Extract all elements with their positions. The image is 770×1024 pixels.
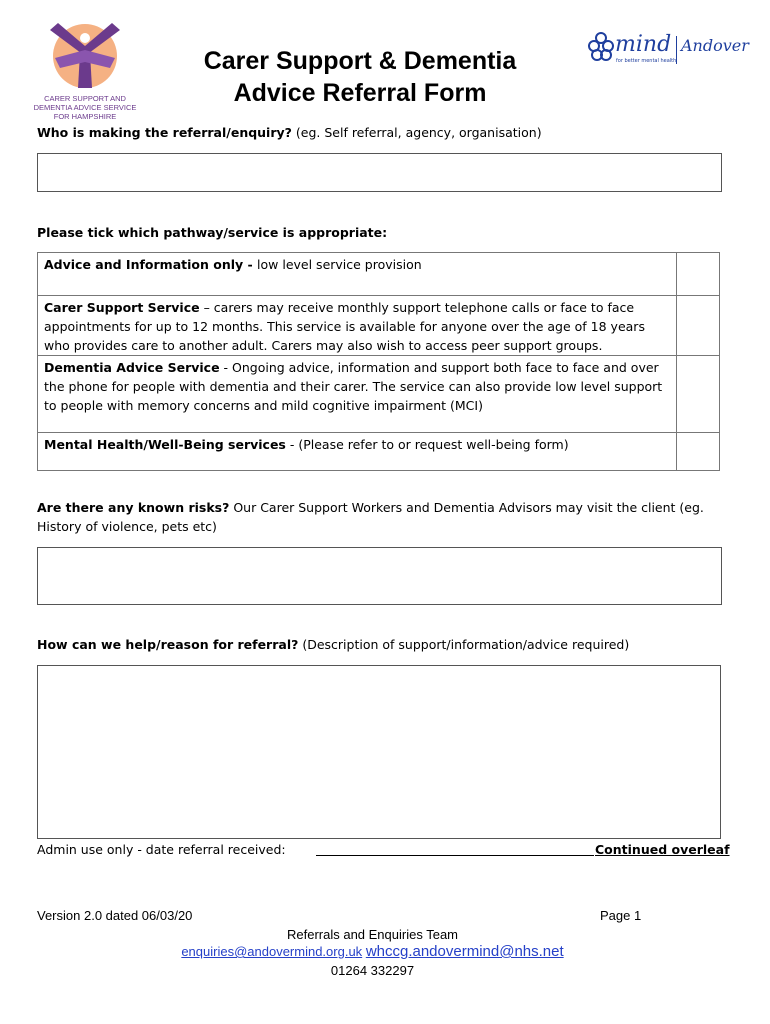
phone-number: 01264 332297 — [330, 963, 415, 978]
carer-support-logo-graphic — [30, 18, 140, 90]
referral-question: Who is making the referral/enquiry? (eg. Self referral, agency, organisation) — [37, 125, 542, 140]
pathway-advice-label: Advice and Information only - low level service provision — [38, 253, 677, 296]
page-title-line2: Advice Referral Form — [233, 79, 487, 107]
pathway-dementia-label: Dementia Advice Service - Ongoing advice, information and support both face to face and over the phone for people with dementia and their carer. The service can also provide low level support to people with memory concerns and mild cognitive impairment (MCI) — [38, 356, 677, 433]
pathway-mental-health-checkbox[interactable] — [677, 433, 720, 471]
version-text: Version 2.0 dated 06/03/20 — [37, 908, 193, 923]
pathway-mental-health-label: Mental Health/Well-Being services - (Please refer to or request well-being form) — [38, 433, 677, 471]
pathway-dementia-checkbox[interactable] — [677, 356, 720, 433]
risks-input[interactable] — [37, 547, 722, 605]
help-input[interactable] — [37, 665, 721, 839]
risks-question: Are there any known risks? Our Carer Support Workers and Dementia Advisors may visit the client (eg. History of violence, pets etc) — [37, 500, 704, 534]
admin-label: Admin use only - date referral received: — [37, 842, 286, 857]
mind-andover-logo — [588, 28, 753, 72]
andover-logo-text: Andover — [681, 36, 749, 55]
mind-tagline: for better mental health — [616, 58, 677, 64]
carer-support-logo — [30, 18, 140, 121]
pathway-row-advice — [38, 253, 720, 296]
pathway-carer-checkbox[interactable] — [677, 296, 720, 356]
email-link-nhs[interactable]: whccg.andovermind@nhs.net — [365, 943, 564, 960]
pathway-row-mental-health — [38, 433, 720, 471]
pathway-advice-checkbox[interactable] — [677, 253, 720, 296]
pathways-heading: Please tick which pathway/service is appropriate: — [37, 225, 388, 240]
pathways-table — [37, 252, 720, 471]
admin-date-field[interactable] — [316, 855, 594, 856]
pathway-row-carer — [38, 296, 720, 356]
page-title-line1: Carer Support & Dementia — [203, 47, 517, 75]
pathway-carer-label: Carer Support Service – carers may receive monthly support telephone calls or face to face appointments for up to 12 months. This service is available for anyone over the age of 18 years who provides care to another adult. Carers may also wish to access peer support groups. — [38, 296, 677, 356]
help-question: How can we help/reason for referral? (Description of support/information/advice required) — [37, 637, 630, 652]
contact-emails — [0, 943, 745, 960]
mind-flower-icon — [588, 30, 614, 64]
continued-overleaf: Continued overleaf — [595, 842, 730, 857]
carer-support-logo-text: CARER SUPPORT AND DEMENTIA ADVICE SERVICE FOR HAMPSHIRE — [33, 94, 137, 121]
referral-input[interactable] — [37, 153, 722, 192]
page-number: Page 1 — [600, 908, 642, 923]
mind-logo-text: mind — [615, 32, 672, 57]
pathway-row-dementia — [38, 356, 720, 433]
team-name: Referrals and Enquiries Team — [286, 927, 458, 942]
email-link-enquiries[interactable]: enquiries@andovermind.org.uk — [181, 944, 363, 959]
